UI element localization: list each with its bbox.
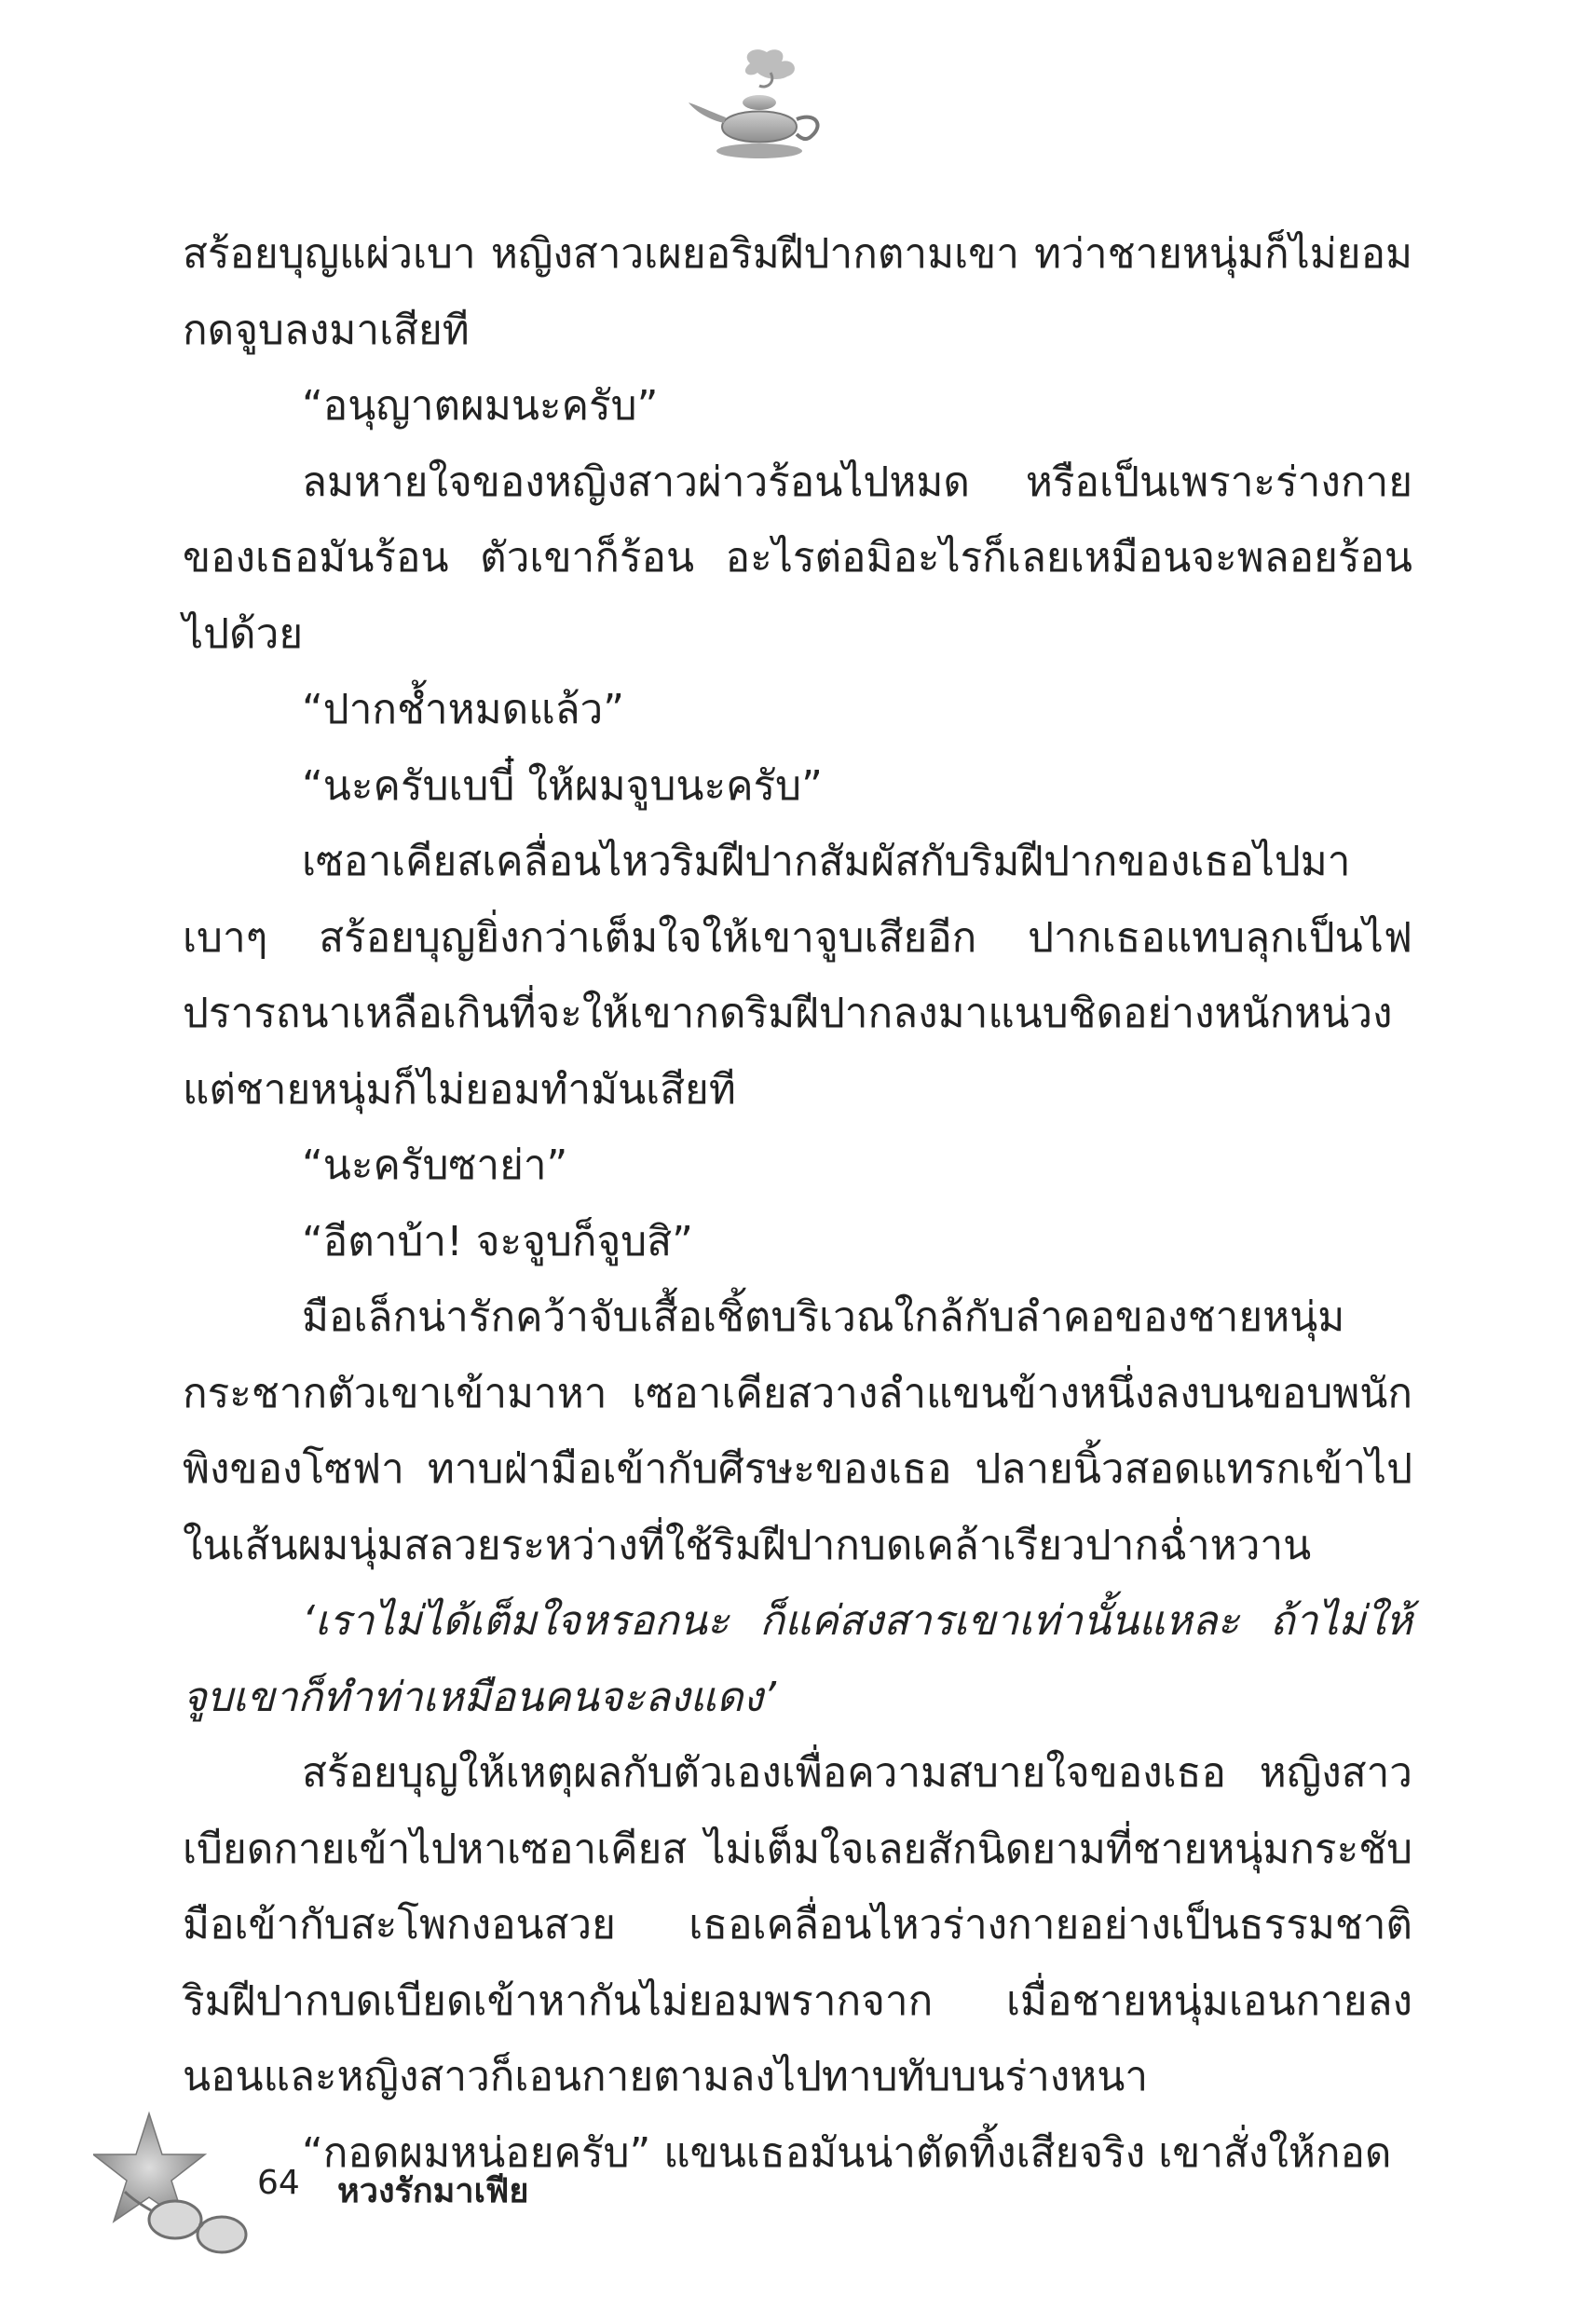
paragraph: เซอาเคียสเคลื่อนไหวริมฝีปากสัมผัสกับริมฝีปากของเธอไปมาเบาๆ สร้อยบุญยิ่งกว่าเต็มใจให้เขาจูบเสียอีก ปากเธอแทบลุกเป็นไฟปรารถนาเหลือเกินที่จะให้เขากดริมฝีปากลงมาแนบชิดอย่างหนักหน่วงแต่ชายหนุ่มก็ไม่ยอมทำมันเสียที (183, 838, 1412, 1114)
paragraph: มือเล็กน่ารักคว้าจับเสื้อเชิ้ตบริเวณใกล้กับลำคอของชายหนุ่มกระชากตัวเขาเข้ามาหา เซอาเคียสวางลำแขนข้างหนึ่งลงบนขอบพนักพิงของโซฟา ทาบฝ่ามือเข้ากับศีรษะของเธอ ปลายนิ้วสอดแทรกเข้าไปในเส้นผมนุ่มสลวยระหว่างที่ใช้ริมฝีปากบดเคล้าเรียวปากฉ่ำหวาน (183, 1293, 1412, 1569)
starfish-sunglasses-icon (93, 2106, 261, 2274)
book-title: หวงรักมาเฟีย (337, 2172, 529, 2210)
body-text (183, 216, 1412, 2191)
paragraph: “นะครับซาย่า” (302, 1142, 568, 1189)
paragraph: สร้อยบุญแผ่วเบา หญิงสาวเผยอริมฝีปากตามเขา ทว่าชายหนุ่มก็ไม่ยอมกดจูบลงมาเสียที (183, 230, 1412, 354)
paragraph: “อีตาบ้า! จะจูบก็จูบสิ” (302, 1217, 693, 1265)
paragraph: สร้อยบุญให้เหตุผลกับตัวเองเพื่อความสบายใจของเธอ หญิงสาวเบียดกายเข้าไปหาเซอาเคียส ไม่เต็มใจเลยสักนิดยามที่ชายหนุ่มกระชับมือเข้ากับสะโพกงอนสวย เธอเคลื่อนไหวร่างกายอย่างเป็นธรรมชาติ ริมฝีปากบดเบียดเข้าหากันไม่ยอมพรากจาก เมื่อชายหนุ่มเอนกายลงนอนและหญิงสาวก็เอนกายตามลงไปทาบทับบนร่างหนา (183, 1749, 1412, 2100)
paragraph: “อนุญาตผมนะครับ” (302, 382, 659, 430)
paragraph: “กอดผมหน่อยครับ” แขนเธอมันน่าตัดทิ้งเสียจริง เขาสั่งให้กอด (302, 2128, 1392, 2177)
paragraph: ลมหายใจของหญิงสาวผ่าวร้อนไปหมด หรือเป็นเพราะร่างกายของเธอมันร้อน ตัวเขาก็ร้อน อะไรต่อมิอะไรก็เลยเหมือนจะพลอยร้อนไปด้วย (183, 458, 1412, 658)
page-number: 64 (257, 2164, 300, 2202)
paragraph: “ปากช้ำหมดแล้ว” (302, 686, 625, 733)
teapot-ornament-icon (685, 45, 834, 175)
paragraph: “นะครับเบบี๋ ให้ผมจูบนะครับ” (302, 761, 823, 810)
paragraph-italic: ‘เราไม่ได้เต็มใจหรอกนะ ก็แค่สงสารเขาเท่านั้นแหละ ถ้าไม่ให้จูบเขาก็ทำท่าเหมือนคนจะลงแดง’ (183, 1597, 1412, 1721)
page-footer (93, 2106, 652, 2292)
